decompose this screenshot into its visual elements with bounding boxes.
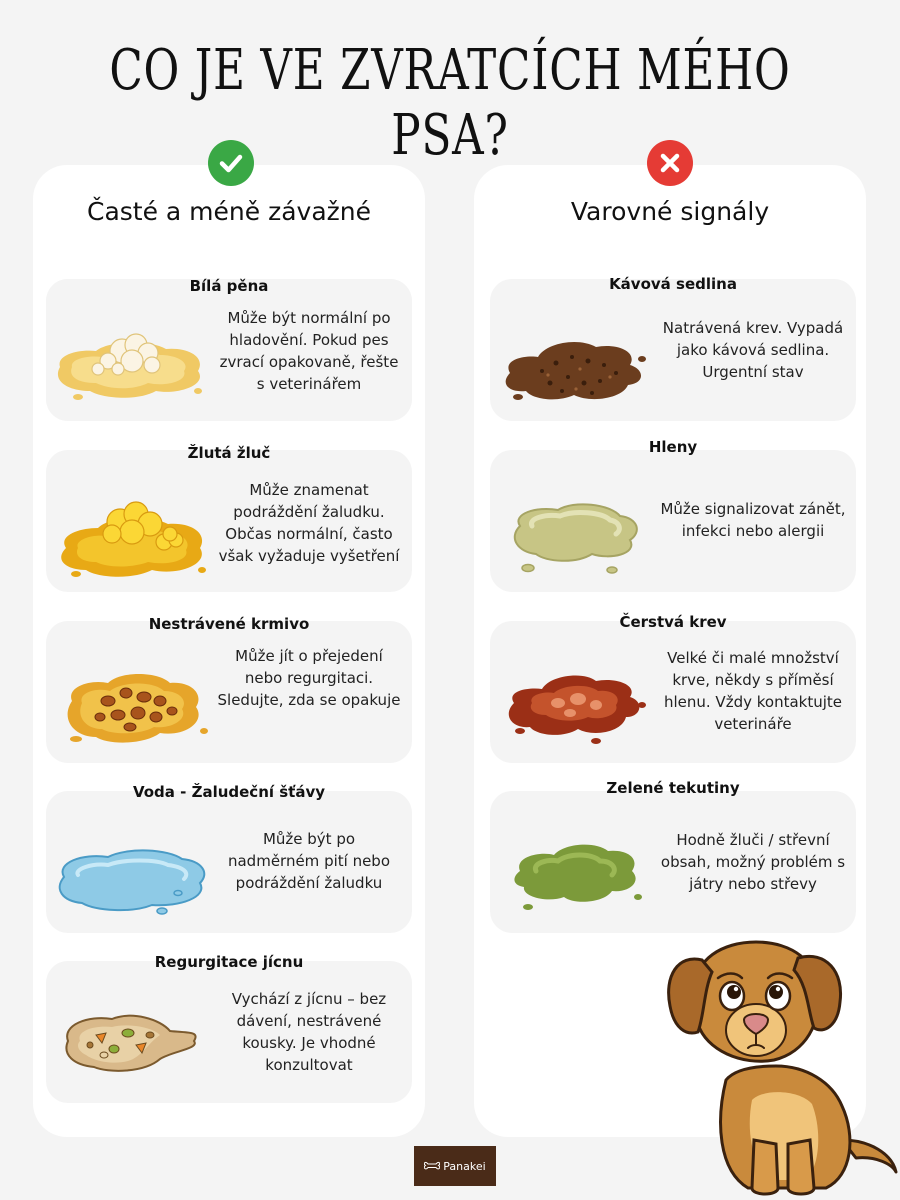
card-title: Bílá pěna bbox=[189, 277, 269, 295]
card-coffee-grounds bbox=[490, 275, 856, 421]
card-description: Může signalizovat zánět, infekci nebo alergii bbox=[660, 500, 846, 540]
card-description: Vychází z jícnu – bez dávení, nestrávené kousky. Je vhodné konzultovat bbox=[231, 990, 387, 1074]
card-description: Natrávená krev. Vypadá jako kávová sedlina. Urgentní stav bbox=[662, 319, 844, 381]
yellow-bile-puddle-icon bbox=[48, 470, 213, 590]
undigested-food-puddle-icon bbox=[48, 641, 213, 761]
card-title: Žlutá žluč bbox=[187, 444, 271, 462]
card-title: Zelené tekutiny bbox=[606, 779, 740, 797]
coffee-grounds-puddle-icon bbox=[492, 299, 657, 419]
water-puddle-icon bbox=[48, 811, 213, 931]
card-undigested-food bbox=[46, 615, 412, 763]
card-mucus bbox=[490, 438, 856, 592]
card-white-foam bbox=[46, 279, 412, 421]
sad-dog-illustration bbox=[656, 940, 900, 1200]
warning-signs-heading: Varovné signály bbox=[570, 197, 770, 226]
card-title: Regurgitace jícnu bbox=[154, 953, 304, 971]
card-fresh-blood bbox=[490, 613, 856, 763]
card-description: Může být normální po hladovění. Pokud pes zvrací opakovaně, řešte s veterinářem bbox=[219, 309, 399, 393]
card-description: Může jít o přejedení nebo regurgitaci. Sledujte, zda se opakuje bbox=[217, 647, 401, 709]
cross-icon bbox=[647, 140, 693, 186]
fresh-blood-puddle-icon bbox=[492, 641, 657, 761]
card-title: Čerstvá krev bbox=[619, 613, 727, 631]
logo-text: Panakei bbox=[443, 1159, 486, 1173]
card-description: Hodně žluči / střevní obsah, možný problém s játry nebo střevy bbox=[660, 831, 846, 893]
card-esophageal-regurgitation bbox=[46, 953, 412, 1103]
page-title: CO JE VE ZVRATCÍCH MÉHO PSA? bbox=[109, 38, 791, 168]
panakei-logo bbox=[414, 1146, 496, 1186]
card-title: Nestrávené krmivo bbox=[148, 615, 310, 633]
card-yellow-bile bbox=[46, 444, 412, 592]
common-signs-heading: Časté a méně závažné bbox=[86, 197, 371, 226]
white-foam-puddle-icon bbox=[48, 299, 213, 419]
bone-icon bbox=[424, 1161, 440, 1171]
card-green-liquids bbox=[490, 779, 856, 933]
card-description: Může znamenat podráždění žaludku. Občas normální, často však vyžaduje vyšetření bbox=[218, 481, 400, 565]
checkmark-icon bbox=[208, 140, 254, 186]
card-title: Kávová sedlina bbox=[609, 275, 737, 293]
card-title: Voda - Žaludeční šťávy bbox=[132, 783, 326, 801]
mucus-puddle-icon bbox=[492, 470, 657, 590]
green-liquid-puddle-icon bbox=[492, 811, 657, 931]
card-description: Velké či malé množství krve, někdy s příměsí hlenu. Vždy kontaktujte veterináře bbox=[663, 649, 842, 733]
card-description: Může být po nadměrném pití nebo podráždění žaludku bbox=[227, 830, 391, 892]
card-water-gastric-juices bbox=[46, 783, 412, 933]
regurgitation-puddle-icon bbox=[48, 981, 213, 1101]
card-title: Hleny bbox=[648, 438, 698, 456]
